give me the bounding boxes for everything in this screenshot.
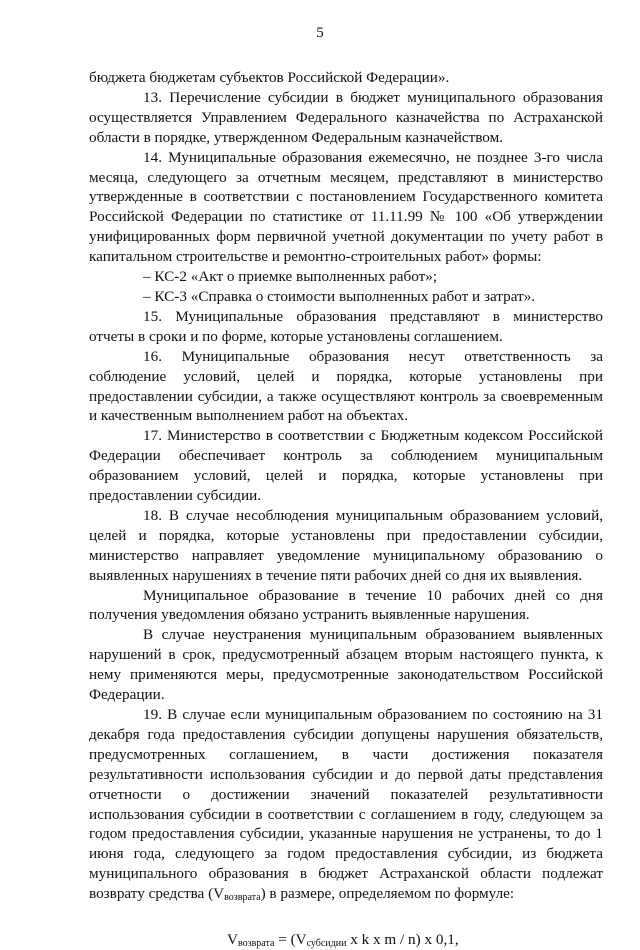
- paragraph-p18c: В случае неустранения муниципальным образованием выявленных нарушений в срок, предусмотренный абзацем вторым настоящего пункта, к нему применяются меры, предусмотренные законодательством Российской Федерации.: [89, 626, 603, 704]
- paragraph-19: [89, 705, 603, 904]
- formula-lhs-subscript: возврата: [237, 938, 275, 950]
- formula-lhs: V: [227, 931, 238, 949]
- document-body: [89, 68, 603, 950]
- page-number: 5: [316, 25, 324, 41]
- paragraph-p0: бюджета бюджетам субъектов Российской Федерации».: [89, 69, 450, 86]
- paragraph-p17: 17. Министерство в соответствии с Бюджетным кодексом Российской Федерации обеспечивает контроль за соблюдением муниципальным образованием условий, целей и порядка, которые установлены при предоставлении субсидии.: [89, 427, 603, 505]
- paragraph-ks2: – КС-2 «Акт о приемке выполненных работ»;: [143, 268, 438, 286]
- paragraph-19-tail: ) в размере, определяемом по формуле:: [260, 885, 515, 903]
- paragraph-p15: 15. Муниципальные образования представляют в министерство отчеты в сроки и по форме, которые установлены соглашением.: [89, 307, 603, 345]
- paragraph-19-text: 19. В случае если муниципальным образованием по состоянию на 31 декабря года предоставления субсидии допущены нарушения обязательств, предусмотренных соглашением, в части достижения показателя результативности использования субсидии и до первой даты представления отчетности о достижении значений показателей результативности использования субсидии в соответствии с соглашением в году, следующем за годом предоставления субсидии, указанные нарушения не устранены, то до 1 июня года, следующего за годом предоставления субсидии, из бюджета муниципального образования в бюджет Астраханской области подлежат возврату средства (V: [89, 706, 603, 903]
- paragraph-p14: 14. Муниципальные образования ежемесячно, не позднее 3-го числа месяца, следующего за отчетным месяцем, представляют в министерство утвержденные в соответствии с постановлением Государственного комитета Российской Федерации по статистике от 11.11.99 № 100 «Об утверждении унифицированных форм первичной учетной документации по учету работ в капитальном строительстве и ремонтно-строительных работ» формы:: [89, 148, 603, 266]
- formula-rhs: x k x m / n) x 0,1,: [346, 931, 459, 949]
- paragraph-p16: 16. Муниципальные образования несут ответственность за соблюдение условий, целей и порядка, которые установлены при предоставлении субсидии, а также осуществляют контроль за своевременным и качественным выполнением работ на объектах.: [89, 347, 603, 425]
- formula-subsidy-subscript: субсидии: [306, 938, 347, 950]
- paragraph-ks3: – КС-3 «Справка о стоимости выполненных работ и затрат».: [143, 287, 536, 305]
- return-formula: [89, 930, 603, 950]
- v-return-subscript: возврата: [224, 892, 261, 904]
- paragraph-p18: 18. В случае несоблюдения муниципальным образованием условий, целей и порядка, которые установлены при предоставлении субсидии, министерство направляет уведомление муниципальному образованию о выявленных нарушениях в течение пяти рабочих дней со дня их выявления.: [89, 506, 603, 584]
- formula-mid: = (V: [274, 931, 307, 949]
- paragraph-p18b: Муниципальное образование в течение 10 рабочих дней со дня получения уведомления обязано устранить выявленные нарушения.: [89, 586, 603, 624]
- paragraph-p13: 13. Перечисление субсидии в бюджет муниципального образования осуществляется Управлением Федерального казначейства по Астраханской области в порядке, утвержденном Федеральным казначейством.: [89, 88, 603, 146]
